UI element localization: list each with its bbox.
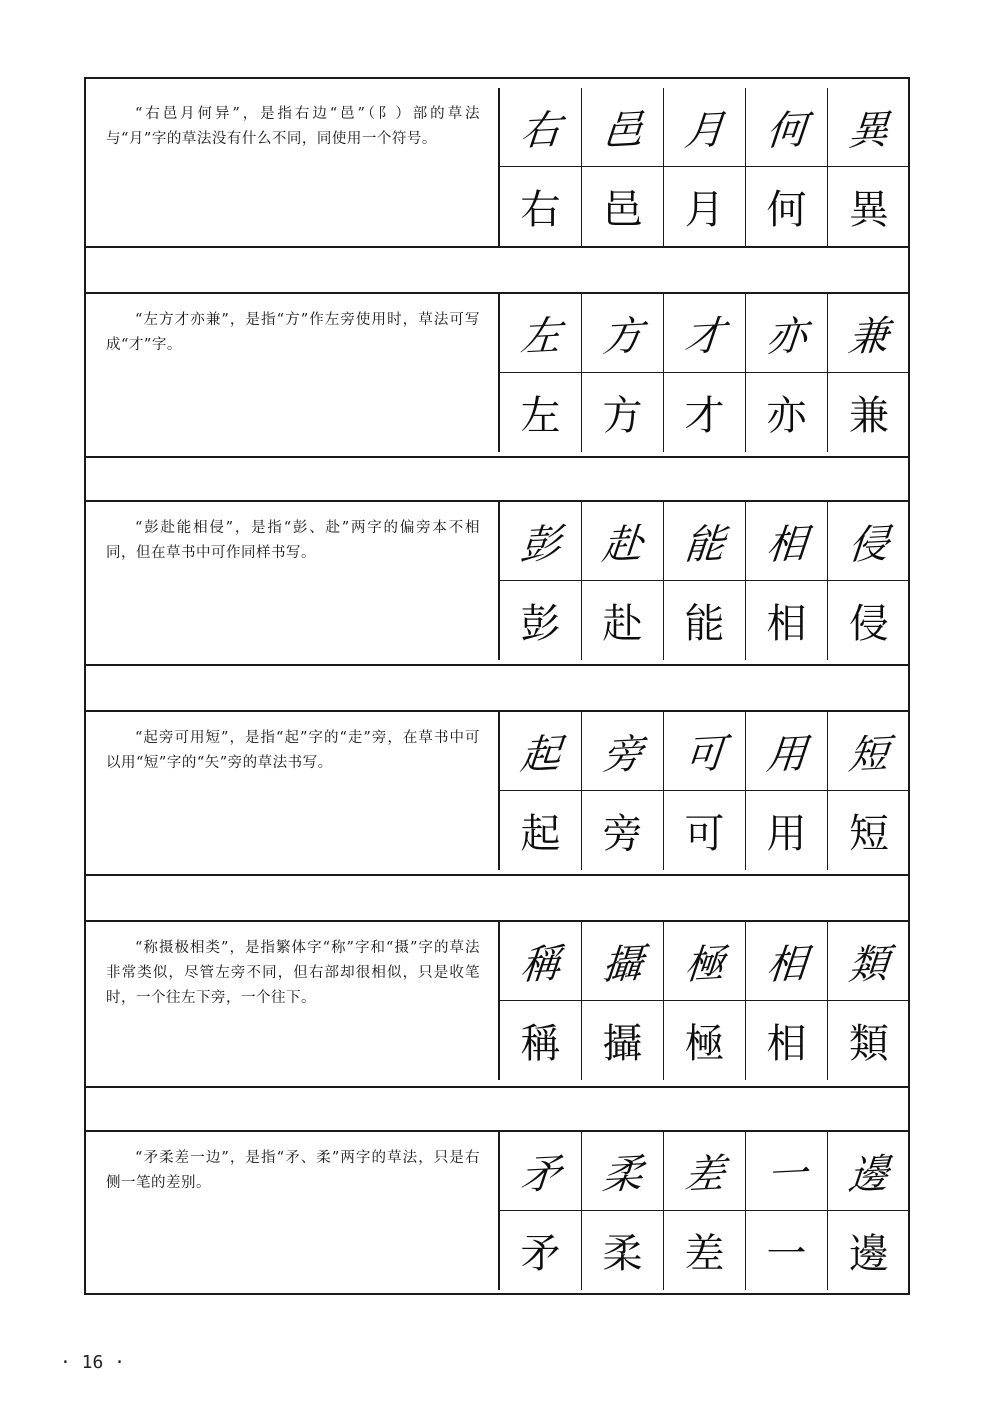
cursive-cell bbox=[664, 88, 746, 167]
regular-char: 右 bbox=[520, 187, 561, 233]
cursive-cell bbox=[500, 88, 582, 167]
regular-char: 左 bbox=[520, 393, 561, 439]
cursive-char: 侵 bbox=[846, 520, 891, 569]
regular-cell bbox=[500, 581, 582, 660]
regular-char: 用 bbox=[766, 811, 807, 857]
regular-char: 侵 bbox=[849, 601, 889, 647]
regular-char: 可 bbox=[684, 811, 725, 857]
section-description: “左方才亦兼”，是指“方”作左旁使用时，草法可写成“才”字。 bbox=[84, 294, 500, 452]
cursive-cell bbox=[582, 922, 664, 1001]
section-description: “起旁可用短”，是指“起”字的“走”旁，在草书中可以用“短”字的“矢”旁的草法书写。 bbox=[84, 712, 500, 870]
divider bbox=[84, 1086, 910, 1088]
regular-char: 稱 bbox=[520, 1021, 561, 1067]
regular-char: 相 bbox=[766, 601, 807, 647]
cursive-char: 才 bbox=[682, 312, 727, 361]
regular-char: 邊 bbox=[849, 1231, 889, 1277]
regular-char: 邑 bbox=[602, 187, 643, 233]
page-number: · 16 · bbox=[60, 1352, 126, 1373]
divider bbox=[84, 874, 910, 876]
regular-cell bbox=[582, 581, 664, 660]
regular-char: 類 bbox=[849, 1021, 889, 1067]
regular-char: 何 bbox=[766, 187, 807, 233]
regular-cell bbox=[828, 791, 910, 870]
cursive-char: 一 bbox=[764, 1150, 809, 1199]
cursive-cell bbox=[746, 712, 828, 791]
regular-cell bbox=[500, 373, 582, 452]
regular-cell bbox=[664, 791, 746, 870]
cursive-cell bbox=[664, 712, 746, 791]
cursive-cell bbox=[828, 502, 910, 581]
regular-cell bbox=[746, 167, 828, 246]
regular-cell bbox=[582, 791, 664, 870]
regular-char: 亦 bbox=[766, 393, 807, 439]
regular-char: 矛 bbox=[520, 1231, 561, 1277]
regular-char: 才 bbox=[684, 393, 725, 439]
regular-cell bbox=[664, 1001, 746, 1080]
section-6 bbox=[84, 1132, 910, 1290]
cursive-cell bbox=[746, 922, 828, 1001]
cursive-char: 兼 bbox=[846, 312, 891, 361]
regular-cell bbox=[746, 373, 828, 452]
cursive-char: 短 bbox=[846, 730, 891, 779]
divider bbox=[84, 664, 910, 666]
cursive-char: 差 bbox=[682, 1150, 727, 1199]
cursive-cell bbox=[500, 502, 582, 581]
character-grid bbox=[500, 922, 910, 1080]
regular-char: 差 bbox=[684, 1231, 725, 1277]
character-grid bbox=[500, 1132, 910, 1290]
regular-cell bbox=[746, 1211, 828, 1290]
regular-cell bbox=[582, 1211, 664, 1290]
regular-cell bbox=[828, 1211, 910, 1290]
cursive-cell bbox=[828, 712, 910, 791]
cursive-char: 彭 bbox=[518, 520, 563, 569]
regular-cell bbox=[582, 373, 664, 452]
regular-cell bbox=[582, 167, 664, 246]
section-description: “彭赴能相侵”，是指“彭、赴”两字的偏旁本不相同，但在草书中可作同样书写。 bbox=[84, 502, 500, 660]
regular-cell bbox=[828, 167, 910, 246]
cursive-cell bbox=[746, 502, 828, 581]
cursive-cell bbox=[500, 1132, 582, 1211]
regular-char: 短 bbox=[849, 811, 889, 857]
cursive-char: 方 bbox=[600, 312, 645, 361]
cursive-cell bbox=[500, 294, 582, 373]
regular-char: 赴 bbox=[602, 601, 643, 647]
cursive-cell bbox=[828, 922, 910, 1001]
cursive-cell bbox=[746, 294, 828, 373]
regular-cell bbox=[500, 791, 582, 870]
regular-char: 彭 bbox=[520, 601, 561, 647]
cursive-char: 起 bbox=[518, 730, 563, 779]
cursive-char: 相 bbox=[764, 520, 809, 569]
divider bbox=[84, 246, 910, 248]
regular-cell bbox=[664, 581, 746, 660]
cursive-cell bbox=[582, 1132, 664, 1211]
regular-char: 攝 bbox=[602, 1021, 643, 1067]
cursive-char: 右 bbox=[518, 106, 563, 155]
cursive-char: 赴 bbox=[600, 520, 645, 569]
character-grid bbox=[500, 88, 910, 246]
section-1 bbox=[84, 88, 910, 246]
cursive-char: 稱 bbox=[518, 940, 563, 989]
cursive-cell bbox=[500, 712, 582, 791]
regular-cell bbox=[500, 1001, 582, 1080]
section-description: “右邑月何异”，是指右边“邑”（阝）部的草法与“月”字的草法没有什么不同，同使用一个符号。 bbox=[84, 88, 500, 246]
cursive-char: 類 bbox=[846, 940, 891, 989]
cursive-cell bbox=[500, 922, 582, 1001]
character-grid bbox=[500, 712, 910, 870]
regular-char: 月 bbox=[684, 187, 725, 233]
cursive-char: 何 bbox=[764, 106, 809, 155]
cursive-cell bbox=[582, 502, 664, 581]
character-grid bbox=[500, 502, 910, 660]
cursive-cell bbox=[664, 922, 746, 1001]
section-description: “称摄极相类”，是指繁体字“称”字和“摄”字的草法非常类似，尽管左旁不同，但右部却很相似，只是收笔时，一个往左下旁，一个往下。 bbox=[84, 922, 500, 1080]
cursive-cell bbox=[828, 1132, 910, 1211]
cursive-cell bbox=[828, 294, 910, 373]
regular-cell bbox=[828, 373, 910, 452]
section-description: “矛柔差一边”，是指“矛、柔”两字的草法，只是右侧一笔的差别。 bbox=[84, 1132, 500, 1290]
cursive-char: 用 bbox=[764, 730, 809, 779]
cursive-char: 邑 bbox=[600, 106, 645, 155]
regular-char: 旁 bbox=[602, 811, 643, 857]
regular-char: 異 bbox=[849, 187, 889, 233]
regular-char: 相 bbox=[766, 1021, 807, 1067]
regular-char: 柔 bbox=[602, 1231, 643, 1277]
cursive-char: 能 bbox=[682, 520, 727, 569]
regular-char: 一 bbox=[766, 1231, 807, 1277]
cursive-cell bbox=[664, 294, 746, 373]
divider bbox=[84, 456, 910, 458]
page-frame bbox=[84, 77, 910, 1295]
regular-cell bbox=[828, 581, 910, 660]
regular-cell bbox=[500, 167, 582, 246]
cursive-char: 亦 bbox=[764, 312, 809, 361]
cursive-char: 相 bbox=[764, 940, 809, 989]
regular-cell bbox=[746, 1001, 828, 1080]
cursive-char: 可 bbox=[682, 730, 727, 779]
section-3 bbox=[84, 502, 910, 660]
character-grid bbox=[500, 294, 910, 452]
regular-cell bbox=[664, 373, 746, 452]
cursive-cell bbox=[582, 294, 664, 373]
section-5 bbox=[84, 922, 910, 1080]
regular-cell bbox=[746, 581, 828, 660]
cursive-cell bbox=[664, 1132, 746, 1211]
cursive-cell bbox=[582, 88, 664, 167]
regular-char: 能 bbox=[684, 601, 725, 647]
cursive-char: 月 bbox=[682, 106, 727, 155]
cursive-cell bbox=[664, 502, 746, 581]
cursive-char: 矛 bbox=[518, 1150, 563, 1199]
cursive-char: 柔 bbox=[600, 1150, 645, 1199]
cursive-cell bbox=[582, 712, 664, 791]
cursive-char: 攝 bbox=[600, 940, 645, 989]
cursive-cell bbox=[746, 1132, 828, 1211]
regular-char: 極 bbox=[684, 1021, 725, 1067]
section-2 bbox=[84, 294, 910, 452]
regular-cell bbox=[500, 1211, 582, 1290]
regular-char: 起 bbox=[520, 811, 561, 857]
cursive-char: 異 bbox=[846, 106, 891, 155]
cursive-cell bbox=[828, 88, 910, 167]
regular-char: 方 bbox=[602, 393, 643, 439]
cursive-cell bbox=[746, 88, 828, 167]
cursive-char: 旁 bbox=[600, 730, 645, 779]
regular-cell bbox=[582, 1001, 664, 1080]
regular-cell bbox=[828, 1001, 910, 1080]
regular-char: 兼 bbox=[849, 393, 889, 439]
regular-cell bbox=[746, 791, 828, 870]
section-4 bbox=[84, 712, 910, 870]
cursive-char: 邊 bbox=[846, 1150, 891, 1199]
regular-cell bbox=[664, 167, 746, 246]
cursive-char: 左 bbox=[518, 312, 563, 361]
cursive-char: 極 bbox=[682, 940, 727, 989]
regular-cell bbox=[664, 1211, 746, 1290]
